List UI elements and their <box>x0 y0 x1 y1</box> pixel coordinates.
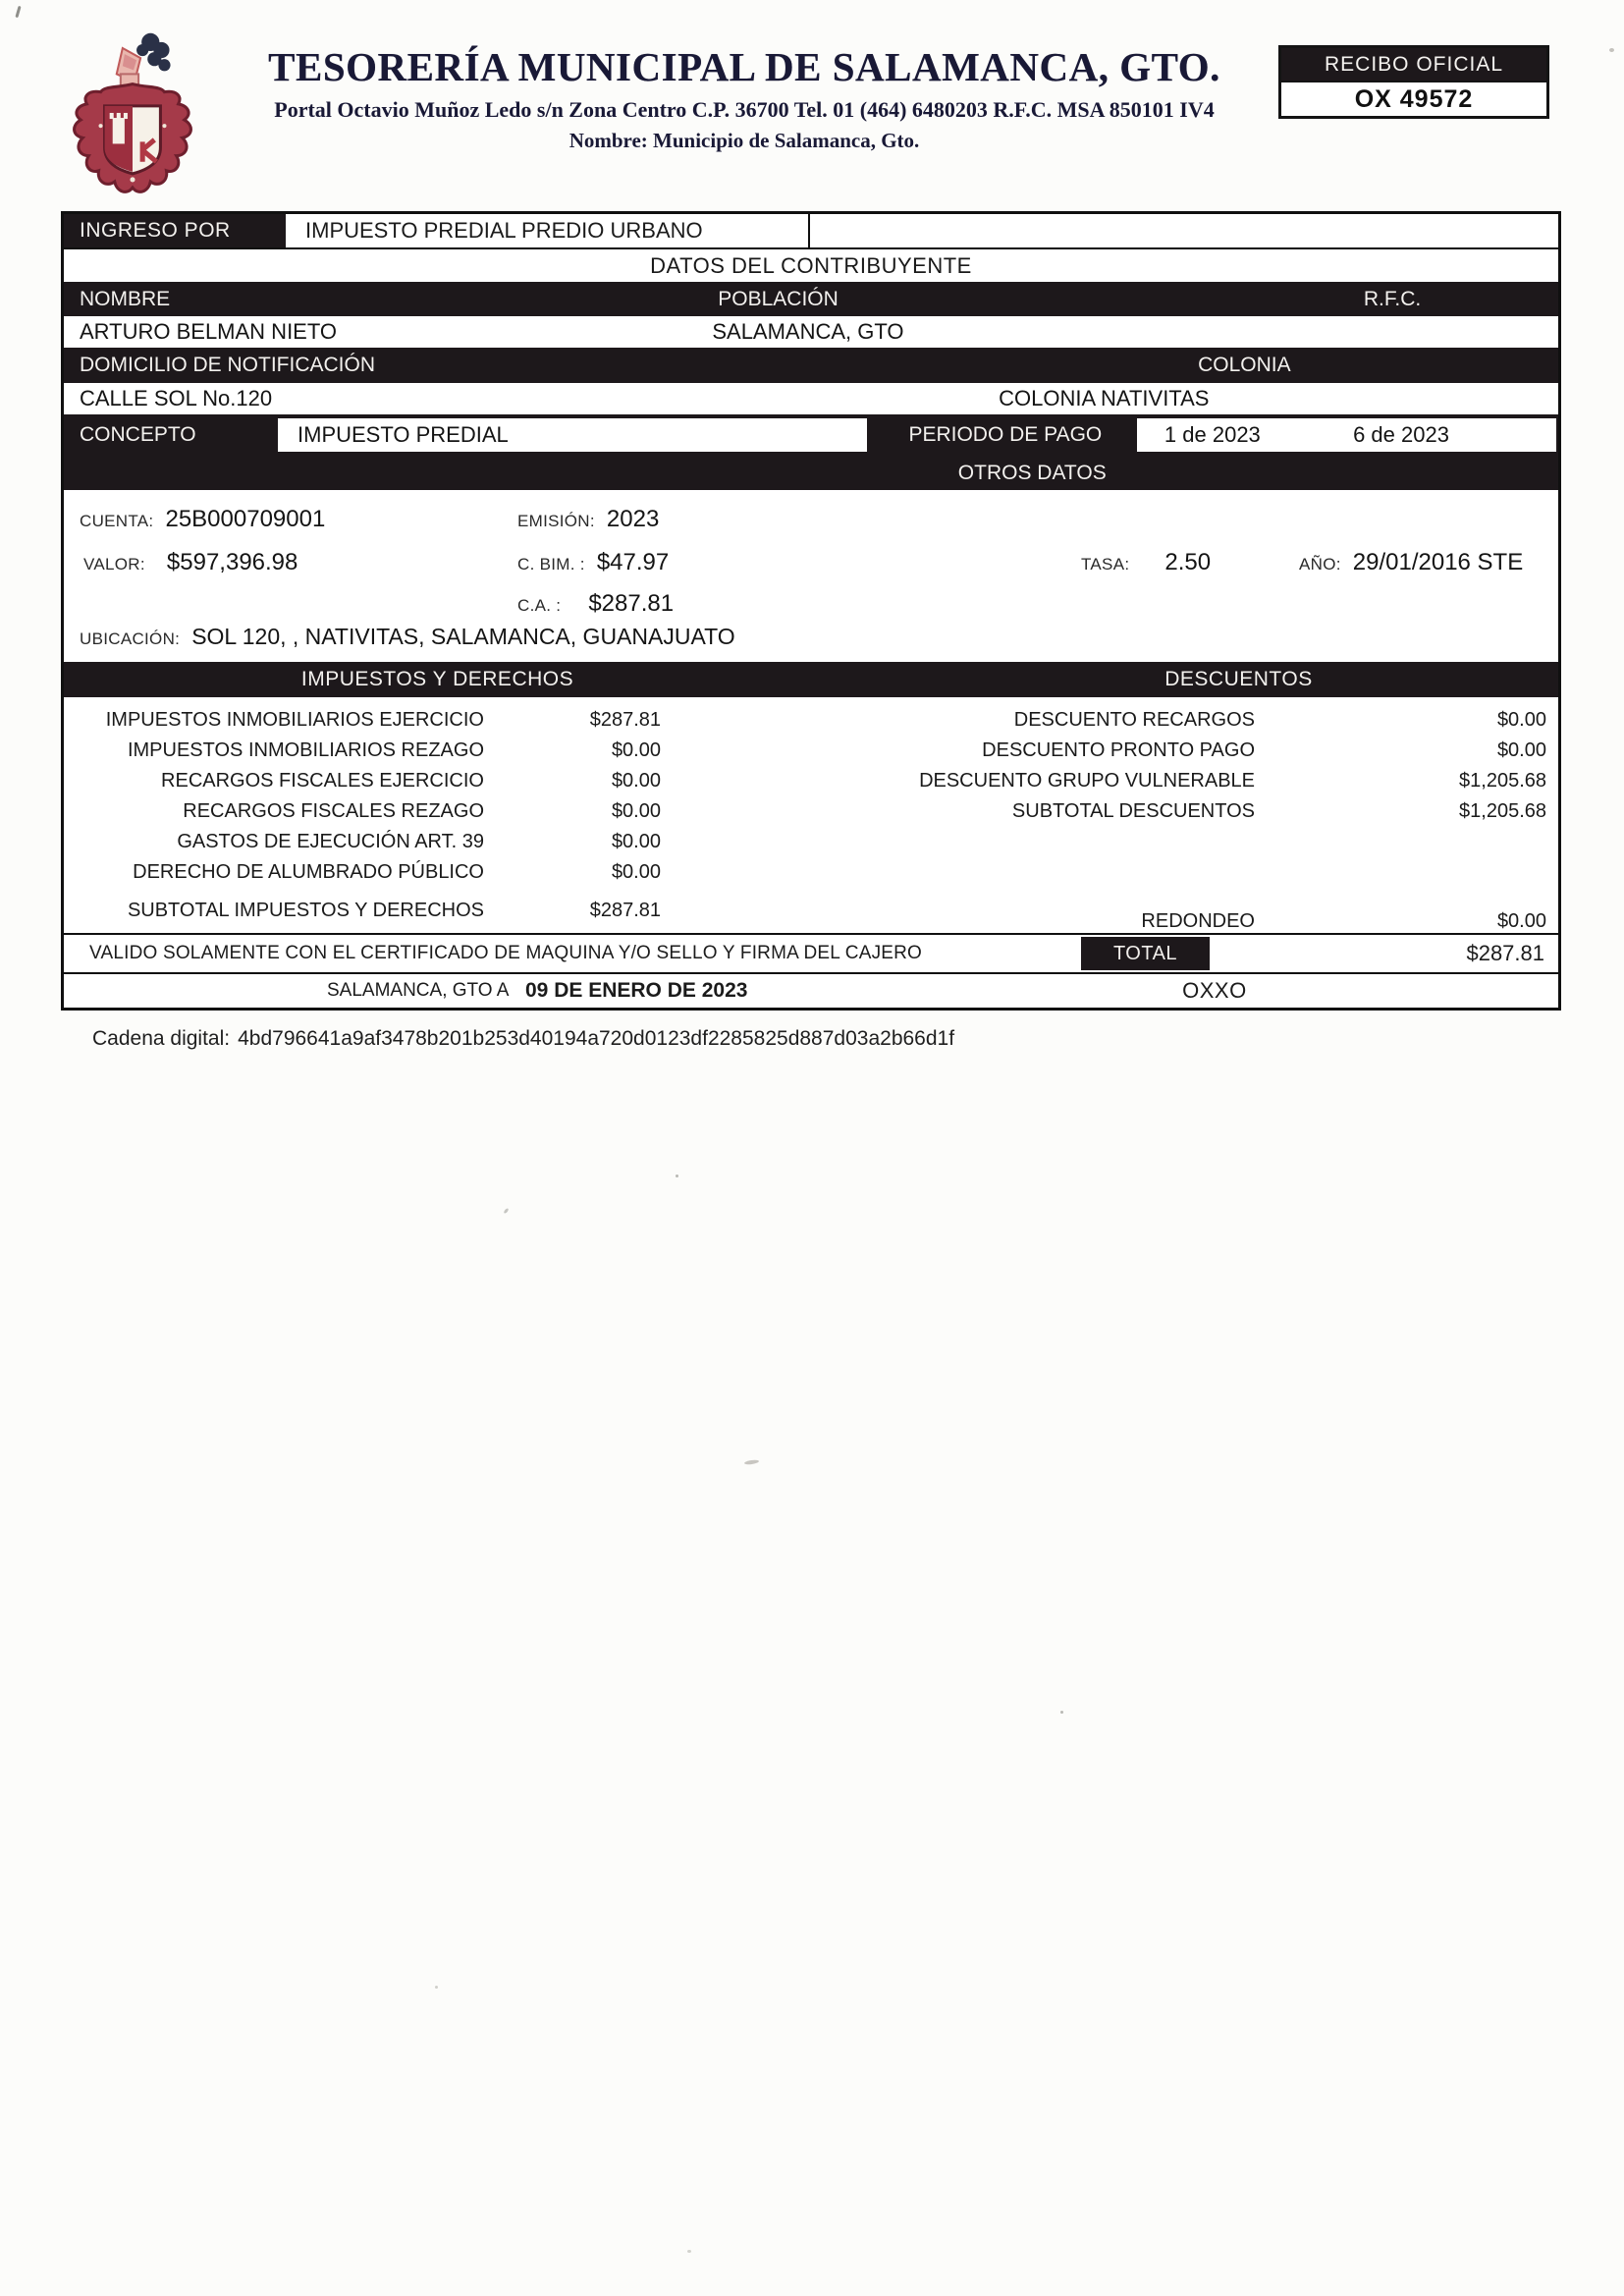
ca-field <box>517 590 674 618</box>
cashier-name: OXXO <box>1182 978 1247 1003</box>
descuentos-column <box>812 705 1558 932</box>
anio-value: 29/01/2016 STE <box>1352 549 1524 575</box>
otros-datos-section <box>64 490 1558 662</box>
periodo-hasta: 6 de 2023 <box>1353 422 1449 447</box>
line-item: DESCUENTO GRUPO VULNERABLE $1,205.68 <box>919 770 1546 792</box>
page-title: TESORERÍA MUNICIPAL DE SALAMANCA, GTO. <box>268 44 1220 89</box>
scan-speck <box>15 6 21 18</box>
total-row <box>64 933 1558 974</box>
header-name-line: Nombre: Municipio de Salamanca, Gto. <box>568 129 920 152</box>
emision-field <box>517 506 659 533</box>
line-item: IMPUESTOS INMOBILIARIOS REZAGO $0.00 <box>127 739 661 761</box>
cbim-value: $47.97 <box>596 549 670 575</box>
tasa-label: TASA: <box>1081 555 1130 574</box>
valor-field <box>83 549 298 576</box>
ingreso-por-label: INGRESO POR <box>64 214 286 247</box>
otros-datos-bar <box>64 456 1558 490</box>
nombre-value: ARTURO BELMAN NIETO <box>80 319 338 344</box>
line-item: IMPUESTOS INMOBILIARIOS EJERCICIO $287.81 <box>105 709 661 731</box>
cuenta-label: CUENTA: <box>80 512 154 530</box>
domicilio-header-bar <box>64 348 1558 383</box>
concepto-label: CONCEPTO <box>80 423 196 446</box>
poblacion-label: POBLACIÓN <box>718 287 839 310</box>
salamanca-coat-of-arms-icon <box>65 29 200 200</box>
valor-label: VALOR: <box>83 555 145 574</box>
descuentos-section-title: DESCUENTOS <box>1164 668 1313 690</box>
line-item: RECARGOS FISCALES EJERCICIO $0.00 <box>161 770 661 792</box>
line-item: DESCUENTO PRONTO PAGO $0.00 <box>982 739 1546 761</box>
receipt-box-label: RECIBO OFICIAL <box>1281 48 1546 81</box>
scan-speck <box>1060 1711 1063 1714</box>
cbim-field <box>517 549 669 576</box>
issue-row <box>64 974 1558 1008</box>
receipt-table <box>61 211 1561 1011</box>
cadena-digital <box>92 1027 954 1051</box>
line-item: RECARGOS FISCALES REZAGO $0.00 <box>183 800 661 822</box>
line-items-section <box>64 697 1558 933</box>
impuestos-subtotal-row: SUBTOTAL IMPUESTOS Y DERECHOS $287.81 <box>127 900 661 921</box>
periodo-de-pago-label: PERIODO DE PAGO <box>908 423 1103 446</box>
ubicacion-field <box>80 624 735 650</box>
issue-date: 09 DE ENERO DE 2023 <box>525 979 748 1002</box>
ubicacion-value: SOL 120, , NATIVITAS, SALAMANCA, GUANAJUATO <box>191 624 735 649</box>
tasa-value: 2.50 <box>1164 549 1212 575</box>
scan-speck <box>1609 48 1614 52</box>
ingreso-por-row <box>64 214 1558 249</box>
cuenta-value: 25B000709001 <box>165 506 326 532</box>
ubicacion-label: UBICACIÓN: <box>80 629 181 648</box>
valido-notice: VALIDO SOLAMENTE CON EL CERTIFICADO DE MAQUINA Y/O SELLO Y FIRMA DEL CAJERO <box>89 943 923 963</box>
nombre-label: NOMBRE <box>80 287 171 310</box>
line-item: DERECHO DE ALUMBRADO PÚBLICO $0.00 <box>133 861 661 883</box>
line-item: GASTOS DE EJECUCIÓN ART. 39 $0.00 <box>177 831 661 852</box>
section-datos-contribuyente: DATOS DEL CONTRIBUYENTE <box>650 252 972 278</box>
scan-speck <box>687 2250 691 2253</box>
scan-speck <box>744 1459 759 1465</box>
otros-datos-label: OTROS DATOS <box>957 461 1107 484</box>
rfc-label: R.F.C. <box>1363 287 1422 310</box>
cadena-digital-value: 4bd796641a9af3478b201b253d40194a720d0123df2285825d887d03a2b66d1f <box>238 1027 955 1050</box>
contribuyente-header-bar <box>64 282 1558 316</box>
line-item: DESCUENTO RECARGOS $0.00 <box>1013 709 1546 731</box>
header-address-line: Portal Octavio Muñoz Ledo s/n Zona Centro C.P. 36700 Tel. 01 (464) 6480203 R.F.C. MSA 850101 IV4 <box>274 97 1215 122</box>
colonia-value: COLONIA NATIVITAS <box>999 386 1210 410</box>
emision-value: 2023 <box>606 506 660 532</box>
concepto-row <box>64 414 1558 456</box>
ca-value: $287.81 <box>588 590 675 617</box>
anio-field <box>1299 549 1523 576</box>
periodo-desde: 1 de 2023 <box>1164 422 1261 447</box>
scan-speck <box>435 1986 438 1989</box>
domicilio-label: DOMICILIO DE NOTIFICACIÓN <box>80 354 376 376</box>
scan-speck <box>676 1175 678 1177</box>
poblacion-value: SALAMANCA, GTO <box>712 319 904 344</box>
issue-place: SALAMANCA, GTO A <box>327 980 510 1001</box>
concepto-value-box <box>278 418 867 452</box>
contribuyente-values-row <box>64 316 1558 348</box>
impuestos-column <box>64 705 673 926</box>
scan-speck <box>503 1208 509 1215</box>
tasa-field <box>1081 549 1211 576</box>
redondeo-row: REDONDEO $0.00 <box>1141 910 1546 932</box>
domicilio-value: CALLE SOL No.120 <box>80 386 273 410</box>
official-receipt-box <box>1278 45 1549 119</box>
periodo-value-box <box>1137 418 1556 452</box>
emision-label: EMISIÓN: <box>517 512 595 530</box>
ca-label: C.A. : <box>517 596 562 615</box>
descuentos-subtotal-row: SUBTOTAL DESCUENTOS $1,205.68 <box>1011 800 1546 822</box>
total-value: $287.81 <box>1466 941 1544 965</box>
cadena-digital-label: Cadena digital: <box>92 1027 231 1050</box>
receipt-number: OX 49572 <box>1281 81 1546 116</box>
ingreso-por-value: IMPUESTO PREDIAL PREDIO URBANO <box>286 214 810 247</box>
impuestos-section-title: IMPUESTOS Y DERECHOS <box>300 668 574 690</box>
domicilio-values-row <box>64 383 1558 414</box>
sections-header-bar <box>64 662 1558 697</box>
valor-value: $597,396.98 <box>166 549 298 575</box>
anio-label: AÑO: <box>1299 555 1341 574</box>
total-label: TOTAL <box>1081 937 1210 970</box>
colonia-label: COLONIA <box>1198 354 1291 376</box>
concepto-value: IMPUESTO PREDIAL <box>298 422 509 447</box>
cuenta-field <box>80 506 325 533</box>
cbim-label: C. BIM. : <box>517 555 585 574</box>
